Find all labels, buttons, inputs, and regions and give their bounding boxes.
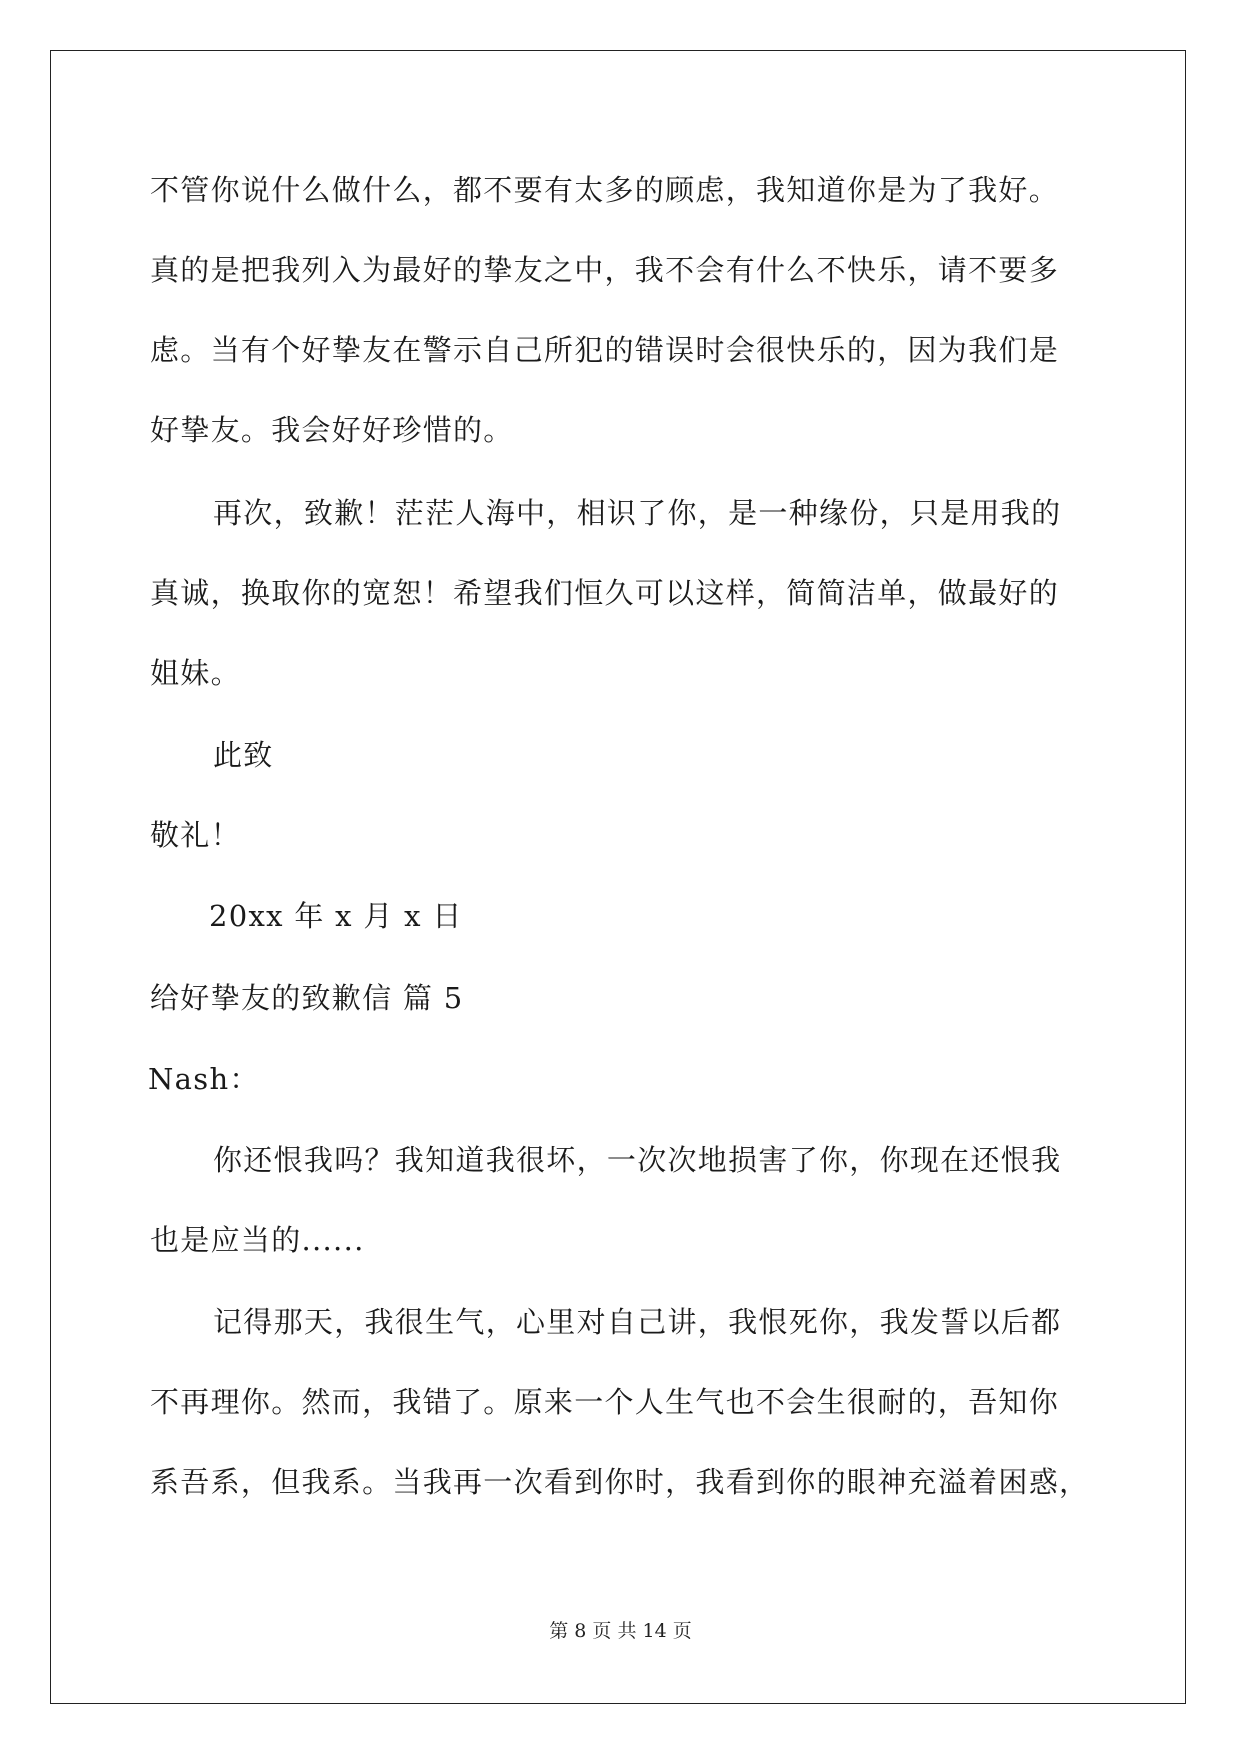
page-number-footer: 第 8 页 共 14 页 bbox=[549, 1620, 692, 1642]
body-line: 真的是把我列入为最好的挚友之中，我不会有什么不快乐，请不要多 bbox=[150, 253, 1060, 287]
page-border bbox=[50, 50, 1186, 1704]
section-title: 给好挚友的致歉信 篇 5 bbox=[150, 981, 464, 1015]
body-line: 记得那天，我很生气，心里对自己讲，我恨死你，我发誓以后都 bbox=[213, 1305, 1062, 1339]
body-line: 真诚，换取你的宽恕！希望我们恒久可以这样，简简洁单，做最好的 bbox=[150, 576, 1060, 610]
body-line: 再次，致歉！茫茫人海中，相识了你，是一种缘份，只是用我的 bbox=[213, 496, 1062, 530]
body-line: 好挚友。我会好好珍惜的。 bbox=[150, 413, 514, 447]
body-line: 也是应当的...... bbox=[150, 1223, 365, 1257]
body-line: 不再理你。然而，我错了。原来一个人生气也不会生很耐的，吾知你 bbox=[150, 1385, 1060, 1419]
date-line: 20xx 年 x 月 x 日 bbox=[209, 899, 463, 933]
body-line: 系吾系，但我系。当我再一次看到你时，我看到你的眼神充溢着困惑， bbox=[150, 1465, 1090, 1499]
recipient-line: Nash： bbox=[148, 1062, 260, 1096]
salutation-line: 敬礼！ bbox=[150, 818, 241, 852]
body-line: 姐妹。 bbox=[150, 656, 241, 690]
closing-line: 此致 bbox=[213, 738, 274, 772]
body-line: 虑。当有个好挚友在警示自己所犯的错误时会很快乐的，因为我们是 bbox=[150, 333, 1060, 367]
body-line: 不管你说什么做什么，都不要有太多的顾虑，我知道你是为了我好。 bbox=[150, 173, 1060, 207]
body-line: 你还恨我吗？我知道我很坏，一次次地损害了你，你现在还恨我 bbox=[213, 1143, 1062, 1177]
